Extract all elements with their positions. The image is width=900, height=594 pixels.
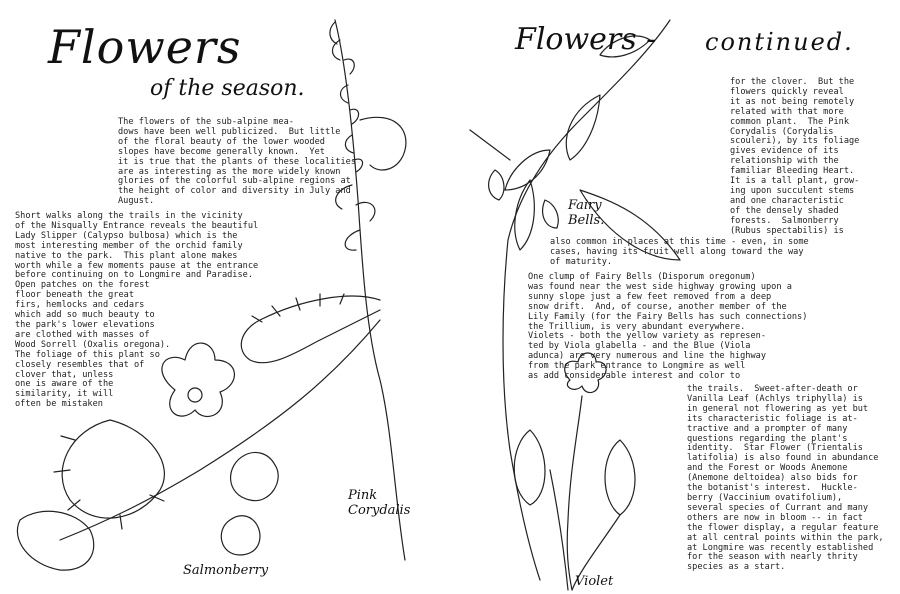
right-para-trails: the trails. Sweet-after-death or Vanilla Leaf (Achlys triphylla) is in general not flowering as yet but its characteristic foliage is at- tractive and a prompter of many questions regarding the plant's identity. Star Flower (Trientalis latifolia) is also found in abundance and the Forest or Woods Anemone (Anemone deltoidea) also bids for the botanist's interest. Huckle- berry (Vaccinium ovatifolium), several species of Currant and many others are now in bloom -- in fact the flower display, a regular feature at all central points within the park, at Longmire was recently established for the season with nearly thrity species as a start. — [687, 384, 884, 573]
right-page — [450, 0, 900, 594]
right-para-fairy-bells: One clump of Fairy Bells (Disporum oregonum) was found near the west side highway growing upon a sunny slope just a few feet removed from a deep snow drift. And, of course, another member of the Lily Family (for the Fairy Bells has such connections) the Trillium, is very abundant everywhere. Violets - both the yellow variety as represen- ted by Viola glabella - and the Blue (Viola adunca) are very numerous and line the highway from the park entrance to Longmire as well as add considerable interest and color to — [528, 272, 808, 382]
label-fairy-bells: Fairy Bells. — [568, 198, 605, 228]
right-page-title-continued: continued. — [705, 28, 854, 56]
label-violet: Violet — [575, 574, 614, 589]
left-para-2: Short walks along the trails in the vicinity of the Nisqually Entrance reveals the beautiful Lady Slipper (Calypso bulbosa) which is the most interesting member of the orchid family native to the park. This plant alone makes worth while a few moments pause at the entrance before continuing on to Longmire and Paradise. Open patches on the forest floor beneath the great firs, hemlocks and cedars which add so much beauty to the park's lower elevations are clothed with masses of Wood Sorrell (Oxalis oregona). The foliage of this plant so closely resembles that of clover that, unless one is aware of the similarity, it will often be mistaken — [15, 211, 259, 410]
right-col-1-full: also common in places at this time - even, in some cases, having its fruit well along toward the way of maturity. — [550, 237, 809, 267]
right-col-1: for the clover. But the flowers quickly reveal it as not being remotely related with that more common plant. The Pink Corydalis (Corydalis scouleri), by its foliage gives evidence of its relationship with the familiar Bleeding Heart. It is a tall plant, grow- ing upon succulent stems and one characteristic of the densely shaded forests. Salmonberry (Rubus spectabilis) is — [730, 77, 860, 236]
right-page-title: Flowers - — [515, 22, 657, 57]
label-salmonberry: Salmonberry — [183, 563, 269, 578]
left-para-1: The flowers of the sub-alpine mea- dows have been well publicized. But little of the floral beauty of the lower wooded slopes have become generally known. Yet it is true that the plants of these localities are as interesting as the more widely known glories of the colorful sub-alpine regions at the height of color and diversity in July and August. — [118, 117, 356, 207]
left-page-title: Flowers — [48, 20, 242, 74]
left-page-subtitle: of the season. — [150, 76, 305, 101]
label-pink-corydalis: Pink Corydalis — [348, 488, 411, 518]
